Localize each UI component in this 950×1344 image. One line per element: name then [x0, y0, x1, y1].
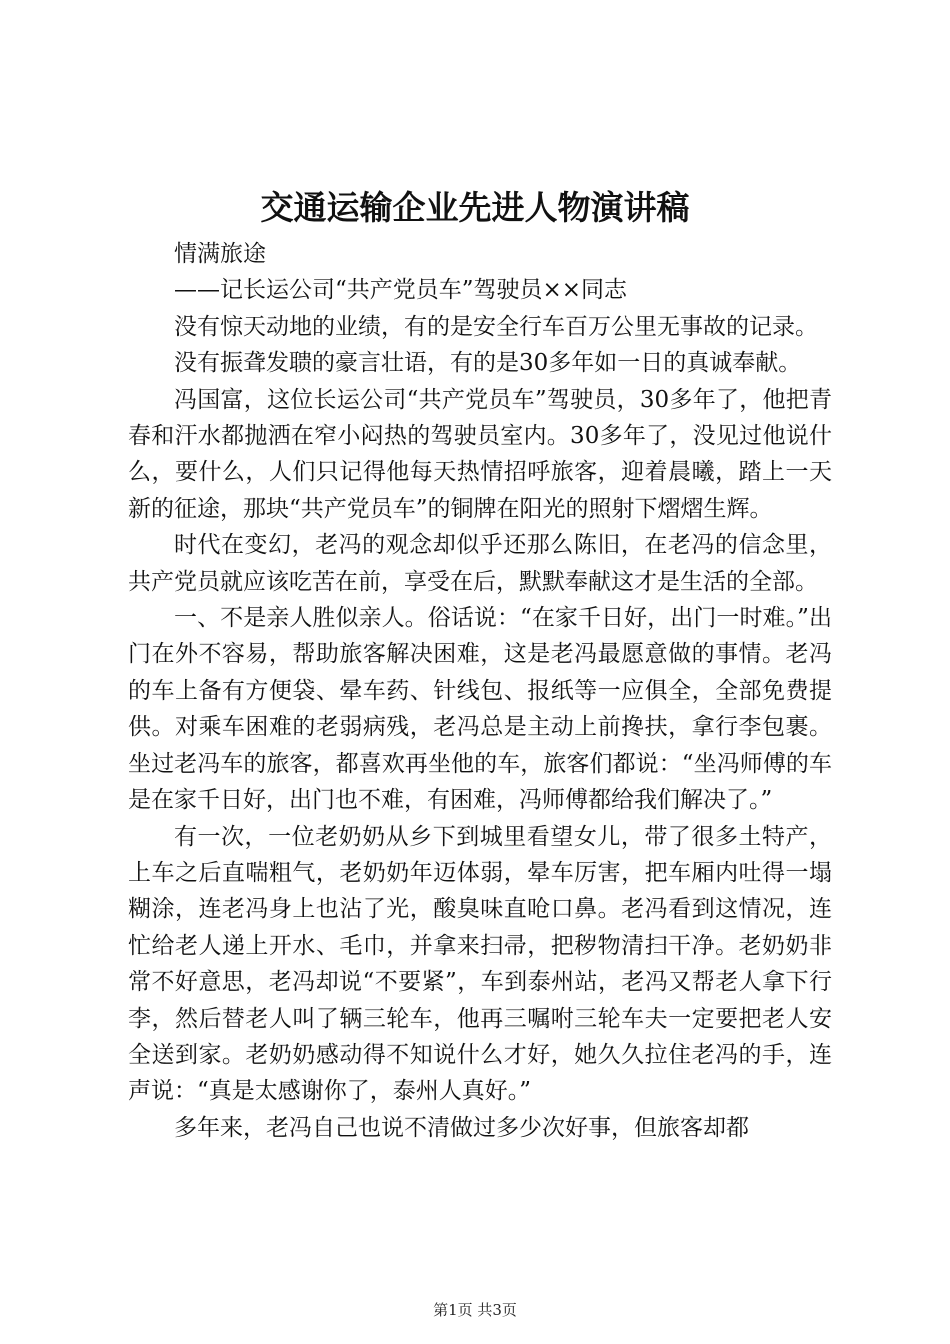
paragraph: 时代在变幻，老冯的观念却似乎还那么陈旧，在老冯的信念里，共产党员就应该吃苦在前，享受在后，默默奉献这才是生活的全部。 [128, 532, 832, 595]
byline: ——记长运公司“共产党员车”驾驶员××同志 [174, 277, 628, 304]
paragraph: 多年来，老冯自己也说不清做过多少次好事，但旅客却都 [174, 1114, 749, 1141]
paragraph: 没有振聋发聩的豪言壮语，有的是30多年如一日的真诚奉献。 [174, 350, 802, 377]
paragraph: 一、不是亲人胜似亲人。俗话说：“在家千日好，出门一时难。”出门在外不容易，帮助旅客解决困难，这是老冯最愿意做的事情。老冯的车上备有方便袋、晕车药、针线包、报纸等一应俱全，全部免费提供。对乘车困难的老弱病残，老冯总是主动上前搀扶，拿行李包裹。坐过老冯车的旅客，都喜欢再坐他的车，旅客们都说：“坐冯师傅的车是在家千日好，出门也不难，有困难，冯师傅都给我们解决了。” [128, 605, 832, 814]
paragraph: 冯国富，这位长运公司“共产党员车”驾驶员，30多年了，他把青春和汗水都抛洒在窄小闷热的驾驶员室内。30多年了，没见过他说什么，要什么，人们只记得他每天热情招呼旅客，迎着晨曦，踏上一天新的征途，那块“共产党员车”的铜牌在阳光的照射下熠熠生辉。 [128, 386, 832, 522]
document-body [128, 236, 832, 1146]
subtitle-line: 情满旅途 [174, 241, 266, 267]
page-number-footer: 第1页 共3页 [433, 1301, 517, 1319]
paragraph: 没有惊天动地的业绩，有的是安全行车百万公里无事故的记录。 [174, 313, 818, 340]
page-title: 交通运输企业先进人物演讲稿 [260, 188, 690, 227]
paragraph: 有一次，一位老奶奶从乡下到城里看望女儿，带了很多土特产，上车之后直喘粗气，老奶奶年迈体弱，晕车厉害，把车厢内吐得一塌糊涂，连老冯身上也沾了光，酸臭味直呛口鼻。老冯看到这情况，连忙给老人递上开水、毛巾，并拿来扫帚，把秽物清扫干净。老奶奶非常不好意思，老冯却说“不要紧”，车到泰州站，老冯又帮老人拿下行李，然后替老人叫了辆三轮车，他再三嘱咐三轮车夫一定要把老人安全送到家。老奶奶感动得不知说什么才好，她久久拉住老冯的手，连声说：“真是太感谢你了，泰州人真好。” [128, 823, 832, 1105]
